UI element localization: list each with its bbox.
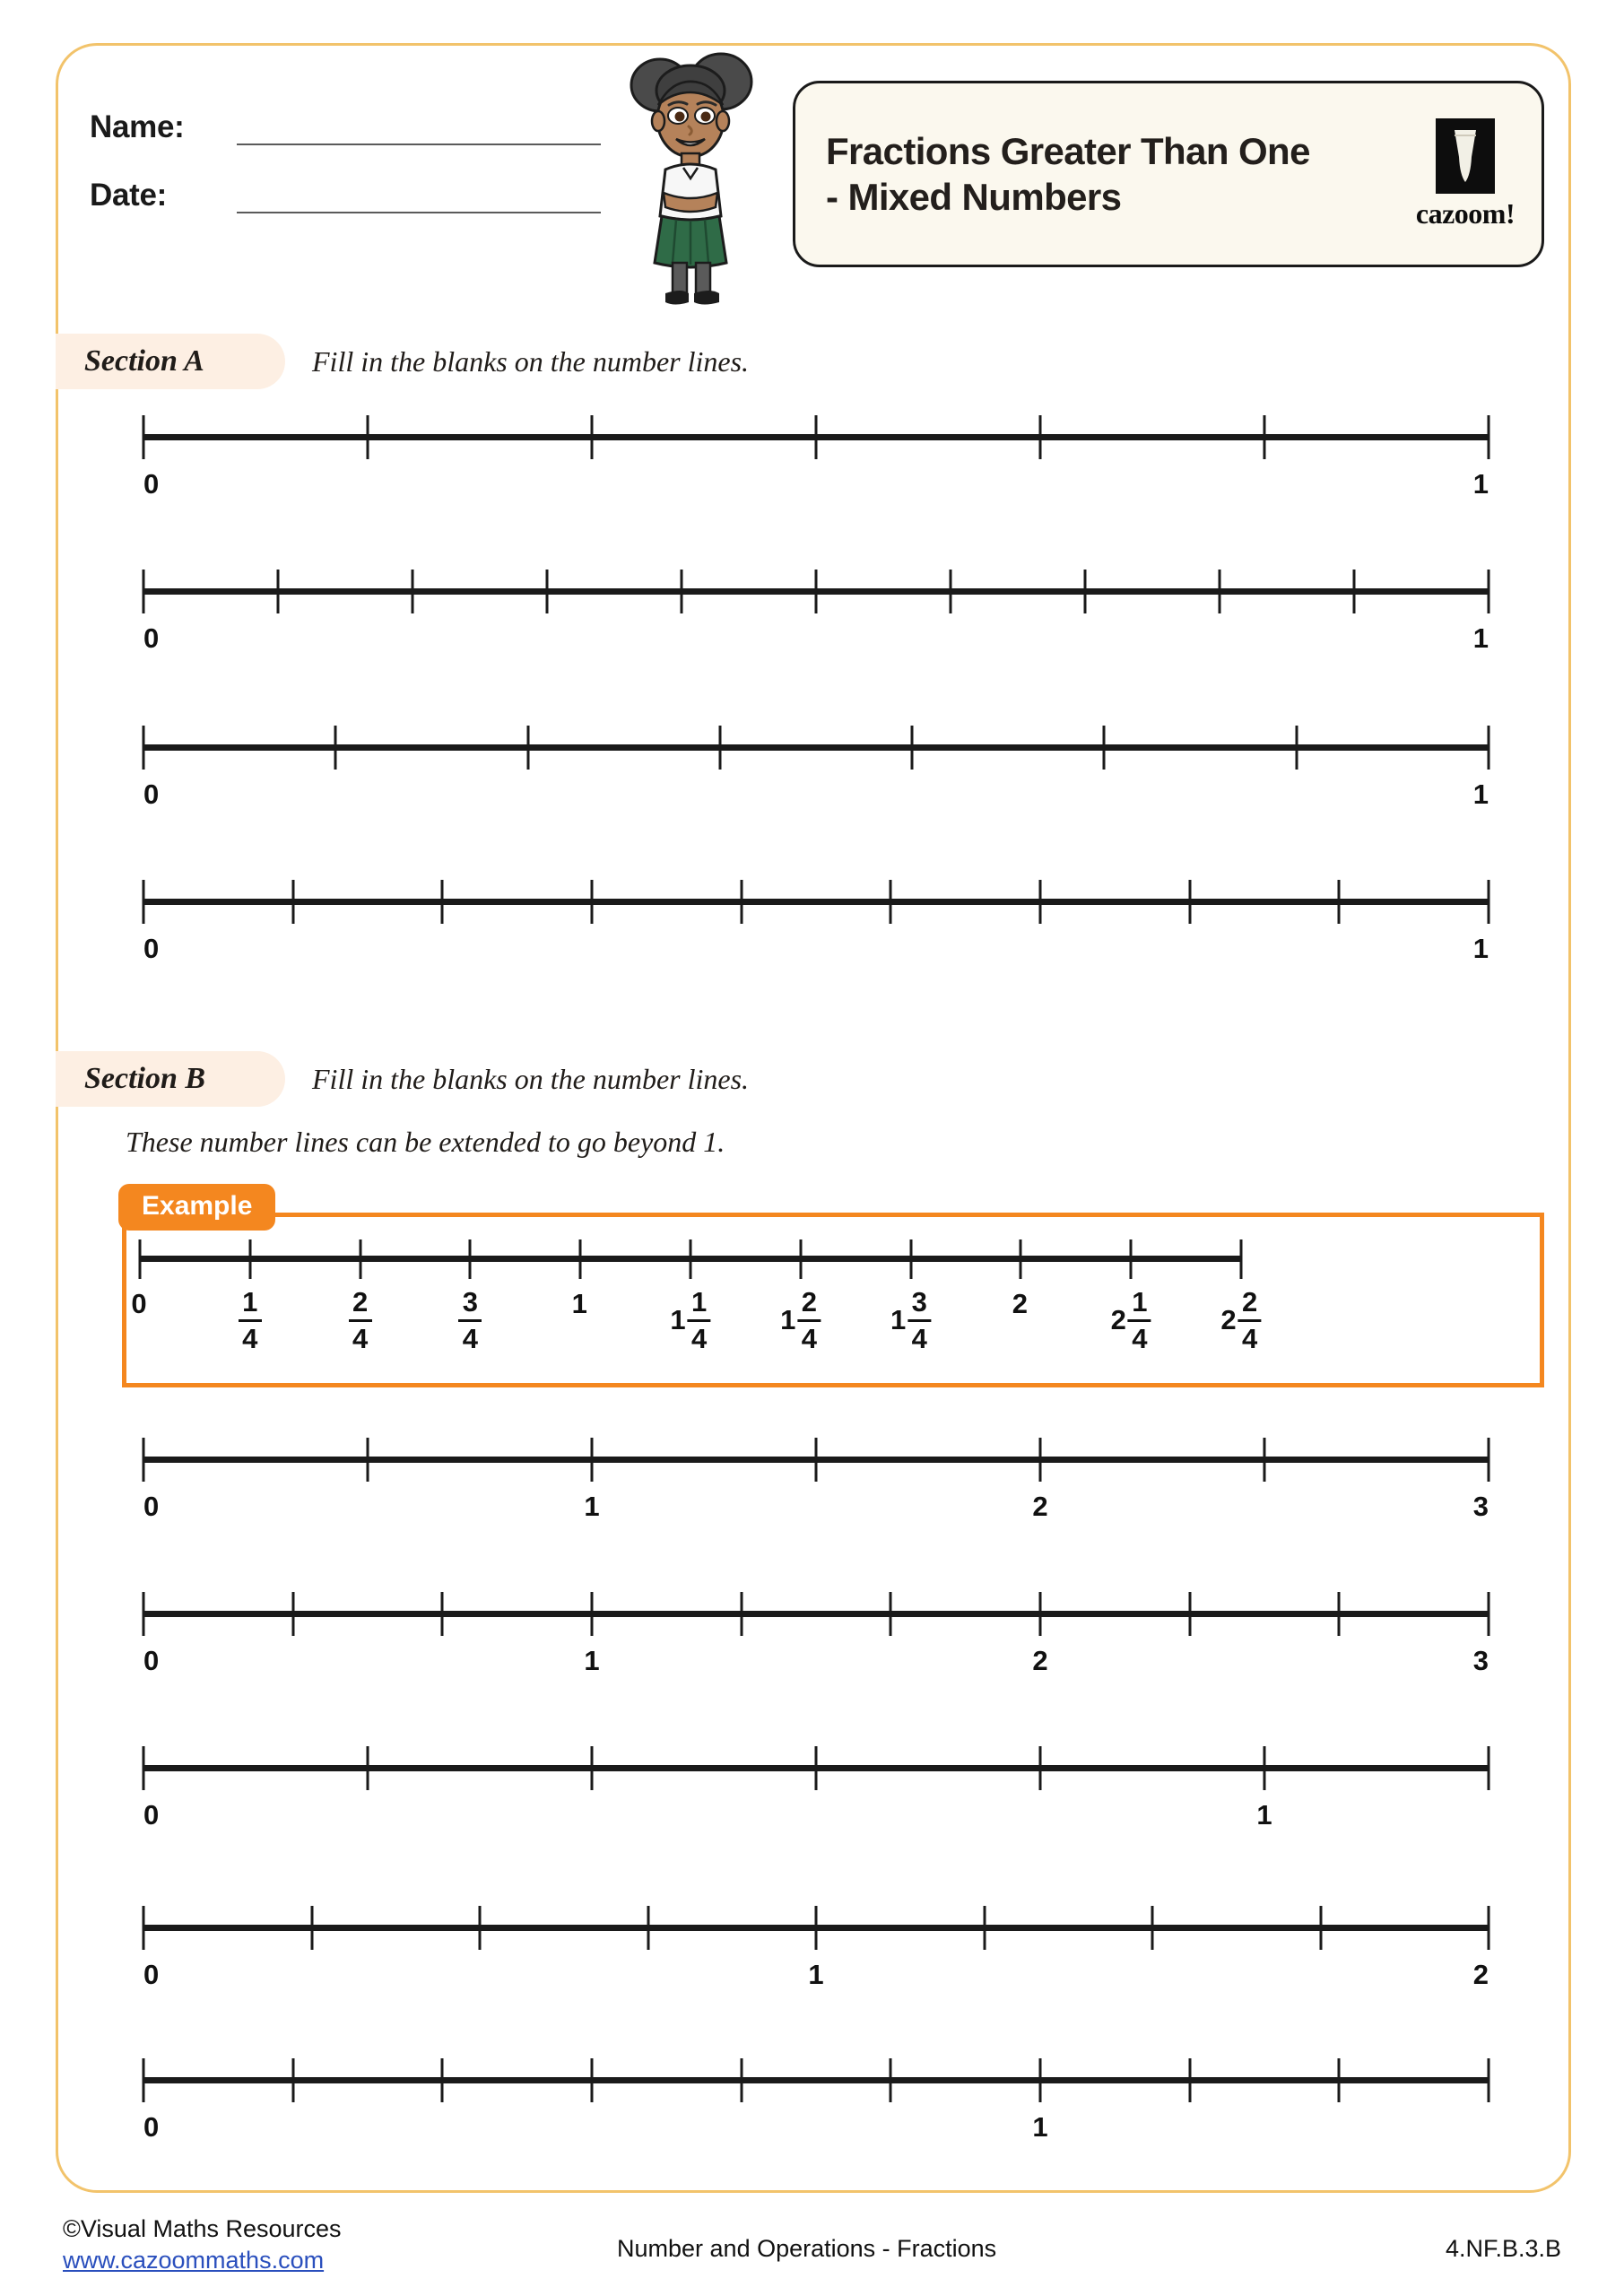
whole-number-part: 0 bbox=[131, 1288, 147, 1319]
tick-mark bbox=[1020, 1239, 1022, 1279]
number-line-axis bbox=[143, 899, 1489, 905]
tick-mark bbox=[681, 570, 683, 613]
date-field-row bbox=[90, 167, 610, 213]
tick-label: 0 bbox=[143, 1959, 160, 1990]
fraction-part bbox=[908, 1288, 931, 1352]
tick-mark bbox=[1039, 880, 1042, 924]
footer-copyright: ©Visual Maths Resources bbox=[63, 2215, 342, 2242]
tick-mark bbox=[441, 880, 444, 924]
tick-mark bbox=[591, 415, 594, 459]
tick-mark bbox=[1264, 415, 1266, 459]
tick-mark bbox=[591, 2058, 594, 2102]
fraction-numerator: 2 bbox=[801, 1286, 818, 1318]
section-b-instruction: Fill in the blanks on the number lines. bbox=[312, 1062, 750, 1095]
tick-mark bbox=[1188, 1592, 1191, 1636]
tick-mark bbox=[591, 880, 594, 924]
fraction-numerator: 1 bbox=[691, 1286, 708, 1318]
tick-mark bbox=[1295, 726, 1298, 770]
fraction-denominator: 4 bbox=[462, 1322, 479, 1354]
number-line-b-5[interactable] bbox=[143, 2056, 1489, 2152]
tick-mark bbox=[1039, 1438, 1042, 1482]
tick-label: 1 bbox=[584, 1491, 600, 1522]
example-tick-label bbox=[1220, 1288, 1261, 1352]
example-tick-label bbox=[1012, 1288, 1029, 1320]
fraction-bar bbox=[349, 1319, 372, 1322]
fraction-denominator: 4 bbox=[242, 1322, 258, 1354]
footer-standard: 4.NF.B.3.B bbox=[1445, 2235, 1561, 2262]
tick-mark bbox=[143, 1438, 145, 1482]
fraction-bar bbox=[688, 1319, 711, 1322]
tick-mark bbox=[740, 2058, 743, 2102]
tick-mark bbox=[359, 1239, 361, 1279]
example-tick-label bbox=[780, 1288, 821, 1352]
tick-mark bbox=[890, 2058, 892, 2102]
tick-mark bbox=[815, 1746, 818, 1790]
fraction-numerator: 2 bbox=[352, 1286, 369, 1318]
tick-label: 1 bbox=[808, 1959, 824, 1990]
tick-mark bbox=[367, 415, 369, 459]
tick-mark bbox=[647, 1906, 649, 1950]
tick-mark bbox=[469, 1239, 472, 1279]
tick-label: 1 bbox=[1472, 622, 1489, 654]
footer-website-link[interactable]: www.cazoommaths.com bbox=[63, 2247, 325, 2274]
tick-label: 0 bbox=[143, 1645, 160, 1676]
fraction-part bbox=[797, 1288, 821, 1352]
tick-mark bbox=[815, 1906, 818, 1950]
name-label: Name: bbox=[90, 109, 185, 144]
tick-mark bbox=[1039, 1592, 1042, 1636]
fraction-numerator: 1 bbox=[242, 1286, 258, 1318]
whole-number-part: 2 bbox=[1110, 1304, 1126, 1336]
tick-mark bbox=[291, 1592, 294, 1636]
tick-mark bbox=[277, 570, 280, 613]
tick-mark bbox=[890, 880, 892, 924]
tick-mark bbox=[143, 570, 145, 613]
tick-label: 1 bbox=[1472, 933, 1489, 964]
number-line-axis bbox=[143, 2077, 1489, 2083]
tick-mark bbox=[1319, 1906, 1322, 1950]
tick-label: 3 bbox=[1472, 1491, 1489, 1522]
fraction-bar bbox=[458, 1319, 482, 1322]
tick-mark bbox=[1338, 880, 1341, 924]
tick-mark bbox=[983, 1906, 986, 1950]
fraction-bar bbox=[1238, 1319, 1262, 1322]
number-line-b-1[interactable] bbox=[143, 1435, 1489, 1532]
fraction-numerator: 2 bbox=[1242, 1286, 1258, 1318]
tick-mark bbox=[1488, 1592, 1490, 1636]
tick-label: 2 bbox=[1032, 1491, 1048, 1522]
tick-mark bbox=[310, 1906, 313, 1950]
tick-label: 0 bbox=[143, 933, 160, 964]
tick-mark bbox=[1488, 880, 1490, 924]
tick-mark bbox=[1188, 880, 1191, 924]
tick-mark bbox=[718, 726, 721, 770]
fraction-numerator: 3 bbox=[462, 1286, 479, 1318]
tick-mark bbox=[412, 570, 414, 613]
tick-mark bbox=[143, 726, 145, 770]
tick-label: 1 bbox=[584, 1645, 600, 1676]
tick-label: 1 bbox=[1032, 2111, 1048, 2143]
worksheet-title-box bbox=[793, 81, 1544, 267]
fraction-bar bbox=[239, 1319, 262, 1322]
whole-number-part: 2 bbox=[1012, 1288, 1029, 1319]
tick-mark bbox=[1488, 570, 1490, 613]
tick-mark bbox=[815, 415, 818, 459]
example-tick-label bbox=[131, 1288, 148, 1320]
section-b-label: Section B bbox=[84, 1062, 206, 1095]
fraction-numerator: 1 bbox=[1132, 1286, 1148, 1318]
whole-number-part: 2 bbox=[1220, 1304, 1237, 1336]
tick-mark bbox=[143, 880, 145, 924]
cazoom-glass-icon bbox=[1436, 118, 1495, 194]
tick-mark bbox=[690, 1239, 692, 1279]
example-tick-label bbox=[890, 1288, 931, 1352]
fraction-bar bbox=[908, 1319, 931, 1322]
fraction-denominator: 4 bbox=[1132, 1322, 1148, 1354]
tick-mark bbox=[139, 1239, 142, 1279]
tick-mark bbox=[1240, 1239, 1243, 1279]
number-line-a-2[interactable] bbox=[143, 567, 1489, 664]
number-line-axis bbox=[143, 744, 1489, 751]
fraction-denominator: 4 bbox=[1242, 1322, 1258, 1354]
footer-left bbox=[63, 2215, 342, 2274]
tick-mark bbox=[367, 1746, 369, 1790]
tick-mark bbox=[526, 726, 529, 770]
tick-mark bbox=[1039, 1746, 1042, 1790]
cazoom-wordmark: cazoom! bbox=[1415, 196, 1515, 230]
tick-mark bbox=[291, 880, 294, 924]
tick-mark bbox=[1219, 570, 1221, 613]
fraction-part bbox=[349, 1288, 372, 1352]
tick-mark bbox=[1264, 1746, 1266, 1790]
tick-mark bbox=[591, 1746, 594, 1790]
tick-mark bbox=[441, 2058, 444, 2102]
tick-mark bbox=[1188, 2058, 1191, 2102]
student-info-fields bbox=[90, 99, 610, 235]
tick-label: 0 bbox=[143, 2111, 160, 2143]
fraction-part bbox=[1238, 1288, 1262, 1352]
fraction-part bbox=[688, 1288, 711, 1352]
tick-mark bbox=[1488, 415, 1490, 459]
example-tick-label bbox=[572, 1288, 589, 1320]
tick-mark bbox=[143, 1746, 145, 1790]
example-tab-label: Example bbox=[118, 1184, 275, 1231]
whole-number-part: 1 bbox=[780, 1304, 796, 1336]
tick-mark bbox=[591, 1592, 594, 1636]
whole-number-part: 1 bbox=[670, 1304, 686, 1336]
tick-mark bbox=[1488, 2058, 1490, 2102]
example-tick-label bbox=[1111, 1288, 1151, 1352]
number-line-a-1[interactable] bbox=[143, 413, 1489, 509]
tick-mark bbox=[911, 726, 914, 770]
tick-label: 3 bbox=[1472, 1645, 1489, 1676]
number-line-b-4[interactable] bbox=[143, 1903, 1489, 2000]
example-tick-label bbox=[670, 1288, 710, 1352]
tick-mark bbox=[1039, 415, 1042, 459]
tick-mark bbox=[334, 726, 337, 770]
date-input-line[interactable] bbox=[237, 187, 601, 213]
tick-mark bbox=[740, 1592, 743, 1636]
tick-mark bbox=[1338, 1592, 1341, 1636]
tick-mark bbox=[1488, 1906, 1490, 1950]
whole-number-part: 1 bbox=[890, 1304, 907, 1336]
tick-mark bbox=[291, 2058, 294, 2102]
page-title-line1: Fractions Greater Than One bbox=[826, 129, 1310, 172]
tick-mark bbox=[143, 1592, 145, 1636]
tick-mark bbox=[950, 570, 952, 613]
example-tick-label bbox=[458, 1288, 482, 1352]
tick-mark bbox=[579, 1239, 582, 1279]
whole-number-part: 1 bbox=[571, 1288, 587, 1319]
fraction-denominator: 4 bbox=[352, 1322, 369, 1354]
page-title-line2: - Mixed Numbers bbox=[826, 176, 1122, 218]
tick-mark bbox=[248, 1239, 251, 1279]
tick-mark bbox=[591, 1438, 594, 1482]
tick-mark bbox=[143, 2058, 145, 2102]
section-a-instruction: Fill in the blanks on the number lines. bbox=[312, 344, 750, 378]
tick-mark bbox=[815, 1438, 818, 1482]
student-girl-illustration bbox=[619, 49, 762, 309]
tick-mark bbox=[890, 1592, 892, 1636]
cazoom-logo bbox=[1412, 118, 1518, 230]
tick-mark bbox=[815, 570, 818, 613]
tick-label: 0 bbox=[143, 622, 160, 654]
fraction-denominator: 4 bbox=[801, 1322, 818, 1354]
section-a-header bbox=[56, 334, 749, 389]
fraction-part bbox=[1128, 1288, 1151, 1352]
tick-mark bbox=[1130, 1239, 1133, 1279]
tick-label: 1 bbox=[1472, 468, 1489, 500]
tick-label: 2 bbox=[1032, 1645, 1048, 1676]
number-line-a-3[interactable] bbox=[143, 723, 1489, 820]
fraction-numerator: 3 bbox=[911, 1286, 927, 1318]
name-input-line[interactable] bbox=[237, 118, 601, 145]
tick-mark bbox=[441, 1592, 444, 1636]
tick-mark bbox=[1039, 2058, 1042, 2102]
fraction-denominator: 4 bbox=[911, 1322, 927, 1354]
fraction-bar bbox=[797, 1319, 821, 1322]
tick-mark bbox=[1488, 1746, 1490, 1790]
fraction-denominator: 4 bbox=[691, 1322, 708, 1354]
tick-label: 0 bbox=[143, 1491, 160, 1522]
section-b-header bbox=[56, 1051, 749, 1107]
tick-mark bbox=[1353, 570, 1356, 613]
section-b-pill bbox=[56, 1051, 285, 1107]
tick-label: 1 bbox=[1472, 778, 1489, 810]
tick-mark bbox=[1264, 1438, 1266, 1482]
example-number-line bbox=[131, 1239, 1258, 1374]
tick-mark bbox=[909, 1239, 912, 1279]
example-tick-label bbox=[349, 1288, 372, 1352]
page-title bbox=[826, 128, 1405, 220]
tick-label: 1 bbox=[1256, 1799, 1272, 1831]
number-line-b-3[interactable] bbox=[143, 1744, 1489, 1840]
tick-label: 2 bbox=[1472, 1959, 1489, 1990]
tick-mark bbox=[740, 880, 743, 924]
tick-label: 0 bbox=[143, 778, 160, 810]
example-tick-label bbox=[239, 1288, 262, 1352]
fraction-part bbox=[458, 1288, 482, 1352]
tick-mark bbox=[799, 1239, 802, 1279]
tick-label: 0 bbox=[143, 1799, 160, 1831]
fraction-part bbox=[239, 1288, 262, 1352]
date-label: Date: bbox=[90, 178, 168, 213]
tick-mark bbox=[1103, 726, 1106, 770]
tick-mark bbox=[1488, 726, 1490, 770]
tick-mark bbox=[1084, 570, 1087, 613]
tick-mark bbox=[1488, 1438, 1490, 1482]
number-line-b-2[interactable] bbox=[143, 1589, 1489, 1686]
footer-strand: Number and Operations - Fractions bbox=[617, 2235, 997, 2262]
number-line-axis bbox=[143, 1611, 1489, 1617]
name-field-row bbox=[90, 99, 610, 145]
tick-mark bbox=[1151, 1906, 1154, 1950]
fraction-bar bbox=[1128, 1319, 1151, 1322]
tick-mark bbox=[143, 415, 145, 459]
tick-label: 0 bbox=[143, 468, 160, 500]
tick-mark bbox=[1338, 2058, 1341, 2102]
section-b-note: These number lines can be extended to go beyond 1. bbox=[126, 1126, 725, 1158]
section-a-label: Section A bbox=[84, 344, 204, 378]
page-footer bbox=[0, 2215, 1624, 2296]
number-line-a-4[interactable] bbox=[143, 877, 1489, 974]
tick-mark bbox=[479, 1906, 482, 1950]
tick-mark bbox=[546, 570, 549, 613]
tick-mark bbox=[367, 1438, 369, 1482]
tick-mark bbox=[143, 1906, 145, 1950]
section-a-pill bbox=[56, 334, 285, 389]
